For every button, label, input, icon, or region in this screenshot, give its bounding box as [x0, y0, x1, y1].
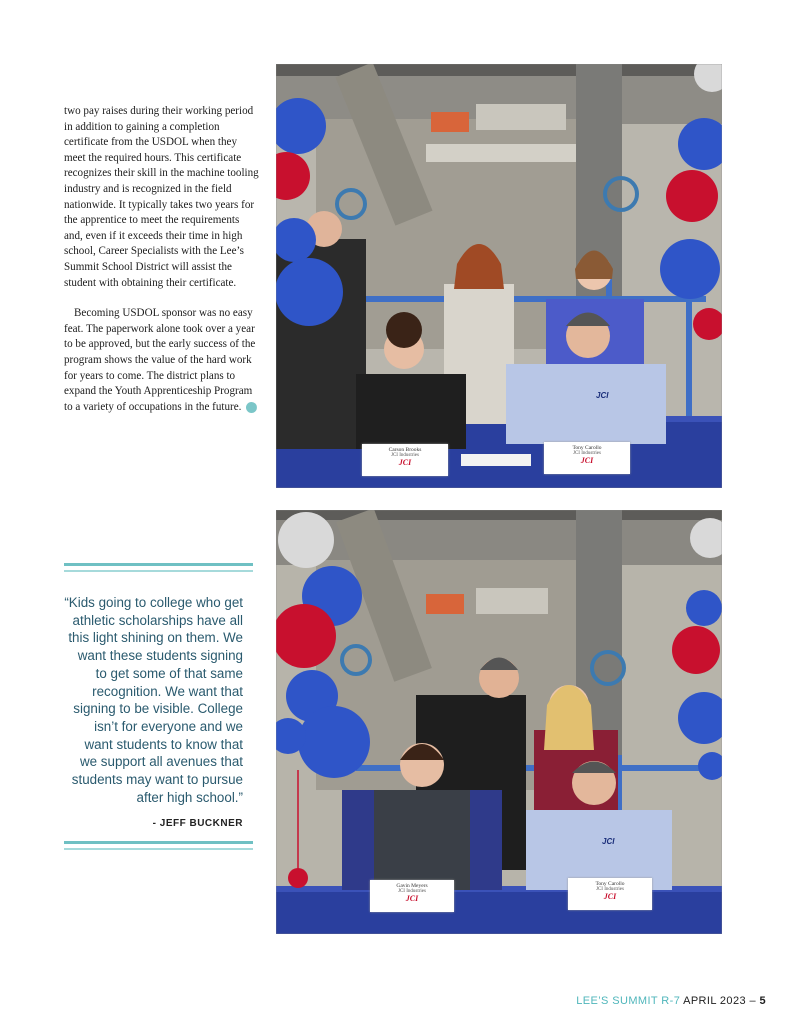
placard-name: Gavin Meyers	[396, 883, 428, 889]
placard-name: Tony Carollo	[595, 881, 625, 887]
article-paragraph	[64, 306, 263, 415]
signing-photo-top	[276, 64, 722, 488]
article-paragraph: two pay raises during their working period in addition to gaining a completion certificate from the USDOL when they meet the required hours. This certificate recognizes their skill in the machine tooling industry and is recognized in the field nationwide. It typically takes two years for the apprentice to meet the requirements and, even if it exceeds their time in high school, Career Specialists with the Lee’s Summit School District will assist the student with obtaining their certificate.	[64, 105, 259, 289]
pull-quote-author: - JEFF BUCKNER	[152, 818, 243, 830]
quote-rule-bottom	[64, 841, 253, 850]
placard	[370, 880, 454, 912]
placard-logo: JCI	[603, 892, 617, 901]
end-mark-icon: R	[246, 402, 257, 413]
placard	[362, 444, 448, 476]
signing-photo-top-image	[276, 64, 722, 488]
quote-rule-top	[64, 563, 253, 572]
shirt-logo: JCI	[596, 391, 609, 400]
pull-quote	[64, 563, 253, 850]
placard-name: Carson Brooks	[388, 447, 422, 453]
article-paragraph-text: Becoming USDOL sponsor was no easy feat. The paperwork alone took over a year to be approved, but the early success of the program shows the value of the hard work for years to come. The district plans to expand the Youth Apprenticeship Program to a variety of occupations in the future.	[64, 307, 256, 413]
footer-issue: APRIL 2023	[683, 995, 746, 1007]
placard-org: JCI Industries	[573, 451, 601, 456]
placard	[544, 442, 630, 474]
placard-logo: JCI	[405, 894, 419, 903]
footer-separator: –	[749, 995, 756, 1007]
placard-org: JCI Industries	[398, 889, 426, 894]
article-body	[64, 104, 263, 415]
placard-org: JCI Industries	[596, 887, 624, 892]
footer-publication: LEE’S SUMMIT R-7	[576, 995, 681, 1007]
placard	[568, 878, 652, 910]
signing-photo-bottom-image	[276, 510, 722, 934]
pull-quote-text: “Kids going to college who get athletic scholarships have all this light shining on them. We want these students signing to get some of that same recognition. We want that signing to be visible. College isn’t for everyone and we want students to know that we support all avenues that students may want to pursue after high school.”	[64, 595, 243, 805]
placard-name: Tony Carollo	[572, 445, 602, 451]
shirt-logo: JCI	[602, 837, 615, 846]
page-footer	[576, 995, 766, 1007]
signing-photo-bottom	[276, 510, 722, 934]
placard-org: JCI Industries	[391, 453, 419, 458]
placard-logo: JCI	[398, 458, 412, 467]
placard-logo: JCI	[580, 456, 594, 465]
page-number: 5	[759, 995, 766, 1007]
